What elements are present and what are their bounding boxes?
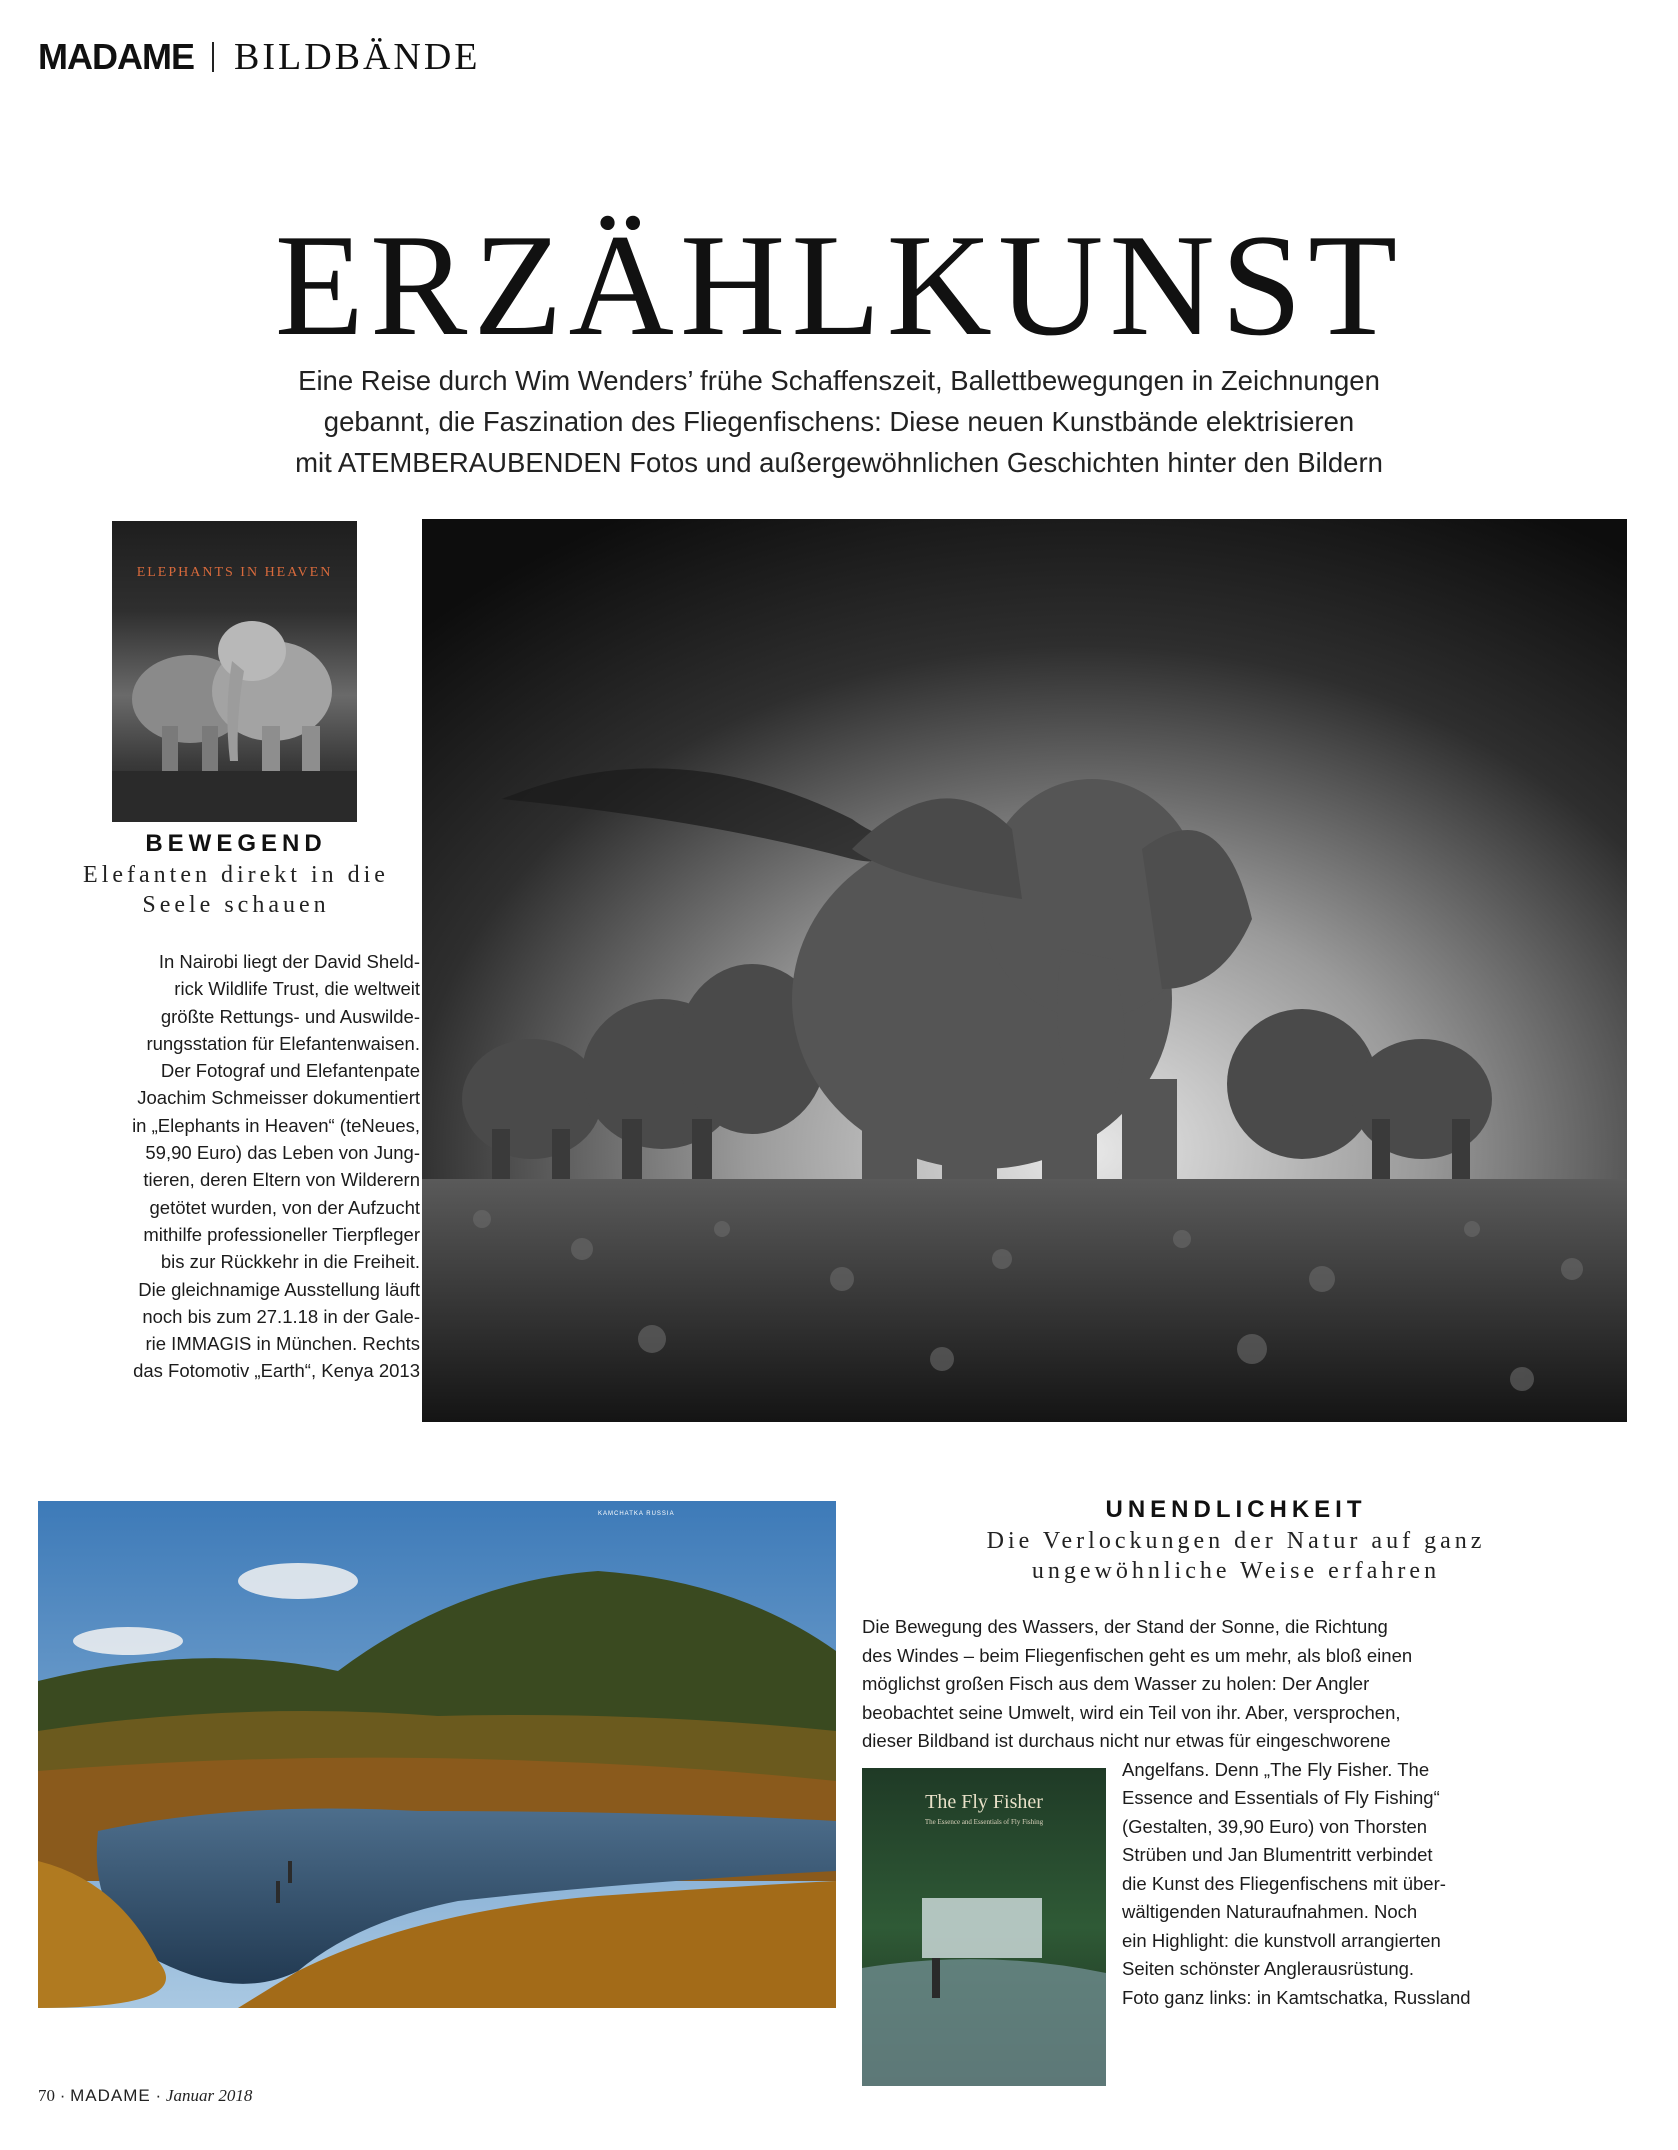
magazine-logo: MADAME	[38, 36, 194, 77]
intro-line: mit ATEMBERAUBENDEN Fotos und außergewöhnlichen Geschichten hinter den Bildern	[295, 447, 1383, 478]
cover-title: The Fly Fisher	[925, 1791, 1043, 1813]
page-footer	[38, 2086, 252, 2106]
book-cover-flyfisher	[862, 1768, 1106, 2086]
subtitle-line: Die Verlockungen der Natur auf ganz	[986, 1528, 1486, 1554]
subtitle-line: Seele schauen	[142, 892, 330, 918]
body-line: rungsstation für Elefantenwaisen.	[146, 1032, 420, 1054]
body-line: des Windes – beim Fliegenfischen geht es um mehr, als bloß einen	[862, 1644, 1413, 1666]
kamchatka-river-photo	[38, 1501, 836, 2008]
cover-subtitle: The Essence and Essentials of Fly Fishing	[924, 1818, 1044, 1826]
body-line: das Fotomotiv „Earth“, Kenya 2013	[133, 1360, 420, 1382]
body-line: Joachim Schmeisser dokumentiert	[137, 1087, 420, 1109]
article-heading-unendlichkeit	[868, 1496, 1604, 1586]
body-line: rie IMMAGIS in München. Rechts	[145, 1333, 420, 1355]
body-line: Der Fotograf und Elefantenpate	[160, 1060, 420, 1082]
footer-dot: ·	[59, 2086, 66, 2105]
intro-line: gebannt, die Faszination des Fliegenfischens: Diese neuen Kunstbände elektrisieren	[323, 406, 1355, 437]
body-line: Strüben und Jan Blumentritt verbindet	[1122, 1844, 1433, 1865]
body-line: in „Elephants in Heaven“ (teNeues,	[132, 1114, 420, 1136]
article-kicker: UNENDLICHKEIT	[1105, 1496, 1367, 1523]
body-line: (Gestalten, 39,90 Euro) von Thorsten	[1122, 1815, 1428, 1837]
header-divider	[212, 42, 214, 72]
body-line: getötet wurden, von der Aufzucht	[149, 1196, 420, 1218]
river-landscape-image	[38, 1501, 836, 2008]
article-kicker: BEWEGEND	[145, 830, 327, 857]
body-line: Die gleichnamige Ausstellung läuft	[138, 1278, 420, 1300]
body-line: dieser Bildband ist durchaus nicht nur etwas für eingeschworene	[862, 1730, 1391, 1751]
body-line: größte Rettungs- und Auswilde-	[160, 1005, 420, 1027]
elephant-herd-image	[422, 519, 1627, 1422]
footer-magazine: MADAME	[70, 2086, 151, 2105]
body-line: tieren, deren Eltern von Wilderern	[143, 1169, 420, 1191]
elephant-calves-image	[112, 521, 357, 822]
flyfisher-cover-image	[862, 1768, 1106, 2086]
page-header	[38, 32, 481, 82]
body-line: Essence and Essentials of Fly Fishing“	[1122, 1787, 1440, 1808]
section-name: BILDBÄNDE	[233, 36, 481, 78]
elephant-herd-photo	[422, 519, 1627, 1422]
subtitle-line: Elefanten direkt in die	[83, 862, 389, 888]
article-body-elephants	[62, 948, 420, 1385]
body-line: rick Wildlife Trust, die weltweit	[174, 978, 420, 1000]
cover-title: ELEPHANTS IN HEAVEN	[136, 565, 333, 580]
footer-dot: ·	[155, 2086, 162, 2105]
article-subtitle	[868, 1526, 1604, 1586]
body-line: Angelfans. Denn „The Fly Fisher. The	[1122, 1758, 1430, 1780]
page-title: ERZÄHLKUNST	[274, 204, 1404, 366]
intro-line: Eine Reise durch Wim Wenders’ frühe Schaffenszeit, Ballettbewegungen in Zeichnungen	[298, 365, 1380, 396]
subtitle-line: ungewöhnliche Weise erfahren	[1031, 1558, 1441, 1584]
book-cover-elephants	[112, 521, 357, 822]
body-line: Die Bewegung des Wassers, der Stand der Sonne, die Richtung	[862, 1616, 1388, 1637]
body-line: die Kunst des Fliegenfischens mit über-	[1122, 1872, 1446, 1894]
body-line: noch bis zum 27.1.18 in der Gale-	[142, 1305, 420, 1327]
body-line: beobachtet seine Umwelt, wird ein Teil von ihr. Aber, versprochen,	[862, 1701, 1401, 1723]
page-number: 70	[38, 2086, 55, 2105]
body-line: mithilfe professioneller Tierpfleger	[143, 1223, 420, 1245]
footer-date: Januar 2018	[165, 2086, 253, 2105]
body-line: 59,90 Euro) das Leben von Jung-	[145, 1142, 420, 1164]
body-line: wältigenden Naturaufnahmen. Noch	[1122, 1901, 1418, 1922]
body-line: bis zur Rückkehr in die Freiheit.	[160, 1251, 420, 1273]
body-line: Foto ganz links: in Kamtschatka, Russland	[1122, 1986, 1471, 2008]
body-line: Seiten schönster Anglerausrüstung.	[1122, 1958, 1415, 1979]
body-line: ein Highlight: die kunstvoll arrangierten	[1122, 1929, 1441, 1951]
article-heading-bewegend	[70, 830, 402, 920]
photo-caption: KAMCHATKA RUSSIA	[598, 1511, 675, 1517]
intro-text	[200, 360, 1478, 483]
body-line: In Nairobi liegt der David Sheld-	[158, 951, 420, 972]
body-line: möglichst großen Fisch aus dem Wasser zu holen: Der Angler	[862, 1673, 1370, 1694]
article-subtitle	[70, 860, 402, 920]
